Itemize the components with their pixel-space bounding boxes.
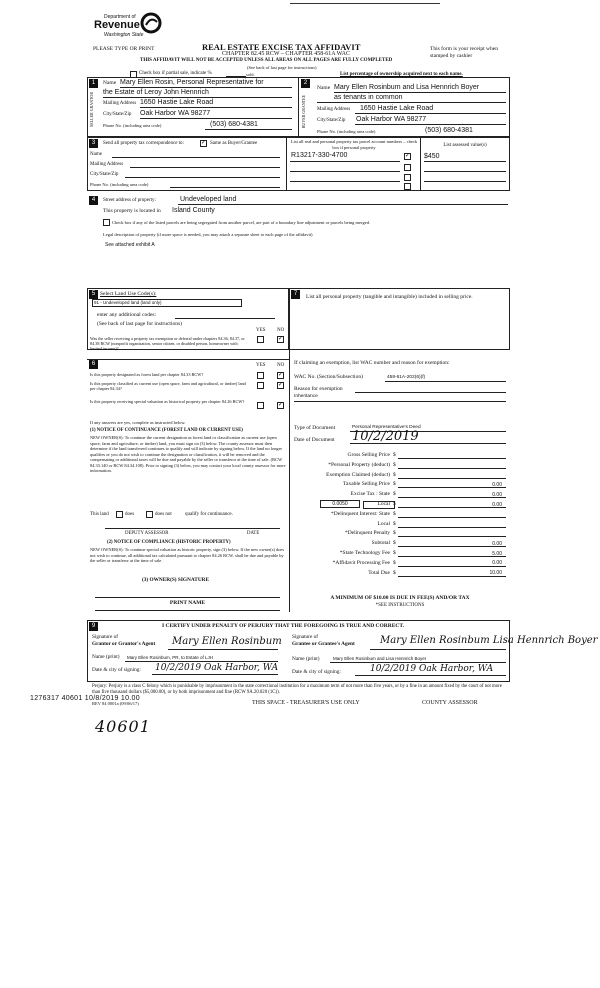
deputy-label: DEPUTY ASSESSOR: [125, 531, 169, 536]
fee-row-label: *State Technology Fee: [339, 550, 390, 556]
buyer-mailing-label: Mailing Address: [317, 107, 351, 112]
fee-row-label: Taxable Selling Price: [343, 481, 390, 488]
parcel-personal-checkbox-1[interactable]: ✓: [405, 153, 411, 159]
does-not-label: does not: [155, 512, 172, 517]
fee-row-rule: [398, 468, 506, 469]
see-instructions: *SEE INSTRUCTIONS: [375, 603, 425, 608]
grantee-date[interactable]: 10/2/2019 Oak Harbor, WA: [370, 664, 494, 674]
seller-name-rule1: [120, 87, 292, 88]
rev-number: REV 84 0001a (09/06/17): [92, 701, 139, 706]
fee-row-label: Excise Tax : State: [350, 491, 390, 498]
buyer-name-rule1: [334, 92, 506, 93]
fee-row-label: *Delinquent Penalty: [344, 530, 390, 537]
handwritten-number: 40601: [95, 717, 151, 736]
receipt-note: This form is your receipt when stamped by cashier: [430, 46, 498, 59]
fee-row-value[interactable]: 5.00: [492, 550, 502, 557]
reason-rule: [355, 392, 506, 393]
seller-phone[interactable]: (503) 680-4381: [210, 121, 258, 128]
buyer-name-rule2: [317, 102, 506, 103]
s3-name-rule[interactable]: [112, 157, 280, 158]
s6-q2-yes[interactable]: [257, 382, 264, 389]
s6-no: NO: [277, 363, 285, 368]
s6-q1-no[interactable]: ✓: [278, 372, 284, 378]
minimum-note: A MINIMUM OF $10.00 IS DUE IN FEE(S) AND/OR TAX: [330, 595, 470, 601]
s6-q1: Is this property designated as forest land per chapter 84.33 RCW?: [90, 372, 204, 377]
parcel-personal-checkbox-2[interactable]: [404, 164, 411, 171]
s6-q3: Is this property receiving special valuation as historical property per chapter 84.26 RCW?: [90, 399, 245, 404]
fee-row-label: *Affidavit Processing Fee: [332, 559, 390, 566]
seller-phone-rule: [205, 129, 292, 130]
form-warning: THIS AFFIDAVIT WILL NOT BE ACCEPTED UNLESS ALL AREAS ON ALL PAGES ARE FULLY COMPLETED: [140, 58, 393, 63]
buyer-name-label: Name: [317, 85, 331, 91]
seller-name-rule2: [103, 97, 292, 98]
fee-row-value[interactable]: 0.00: [492, 540, 502, 547]
fee-row-dollar: $: [393, 530, 396, 537]
s5-yes: YES: [256, 328, 266, 333]
section-3-badge: 3: [89, 139, 98, 148]
notice2-text: NEW OWNER(S): To continue special valuation as historic property, sign (3) below. If the new owner(s) does not wish to continue, all additional tax calculated pursuant to chapter 84.26 RCW, shall be due and payable by the seller or transferor at the time of sale.: [90, 547, 285, 563]
s6-q3-no[interactable]: ✓: [278, 402, 284, 408]
grantor-sig-rule: [168, 649, 278, 650]
s6-top-rule: [87, 359, 289, 360]
fee-row-dollar: $: [393, 452, 396, 458]
fee-row-dollar: $: [393, 520, 396, 527]
fee-row-label: Exemption Claimed (deduct): [326, 471, 390, 478]
grantor-date-label: Date & city of signing:: [92, 667, 141, 673]
grantor-date-rule: [152, 674, 278, 675]
s5-see-back: (See back of last page for instructions): [97, 321, 182, 327]
section-5-badge: 5: [89, 290, 98, 299]
seller-mailing-label: Mailing Address: [103, 101, 137, 106]
doc-type-label: Type of Document: [294, 425, 336, 431]
doc-date-value[interactable]: 10/2/2019: [352, 429, 419, 444]
parcel-rule-3: [290, 181, 400, 182]
fee-row-dollar: $: [393, 501, 396, 507]
fee-row-rule: [398, 517, 506, 518]
s3-city-label: City/State/Zip: [90, 172, 119, 177]
located-label: This property is located in: [103, 208, 161, 214]
fee-row-label: Subtotal: [371, 540, 390, 547]
grantor-date[interactable]: 10/2/2019 Oak Harbor, WA: [155, 663, 279, 673]
fee-row-rule: [398, 566, 506, 567]
exhibit-note: See attached exhibit A: [105, 242, 155, 248]
fee-row-value[interactable]: 0.00: [492, 491, 502, 498]
s6-q1-yes[interactable]: [257, 372, 264, 379]
s5-no: NO: [277, 328, 285, 333]
legal-label: Legal description of property (if more space is needed, you may attach a separate sheet to each page of the affidavit): [103, 232, 313, 237]
grantee-date-rule: [355, 675, 506, 676]
section-3-divider: [286, 137, 287, 191]
buyer-phone[interactable]: (503) 680-4381: [425, 127, 473, 134]
sold-label: sold.: [246, 72, 255, 77]
s6-if-yes: If any answers are yes, complete as instructed below.: [90, 420, 186, 425]
grantee-sig-rule: [370, 649, 506, 650]
fee-row-label: Gross Selling Price: [347, 452, 390, 458]
buyer-name-line1[interactable]: Mary Ellen Rosinbum and Lisa Hennrich Boyer: [334, 84, 480, 91]
seller-name-label: Name: [103, 80, 117, 86]
parties-divider: [298, 77, 299, 137]
reason-label: Reason for exemption: [294, 386, 343, 392]
wac-label: WAC No. (Section/Subsection): [294, 374, 363, 380]
see-back-note: (See back of last page for instructions): [247, 65, 317, 70]
grantee-sig-label1: Signature of: [292, 634, 319, 640]
fee-row-label: *Personal Property (deduct): [328, 461, 390, 468]
assessed-rule-2: [424, 171, 506, 172]
fee-row-dollar: $: [393, 461, 396, 468]
seller-name-line1[interactable]: Mary Ellen Rosin, Personal Representative for: [120, 79, 264, 86]
street-label: Street address of property:: [103, 198, 156, 203]
dor-logo-icon: [140, 12, 162, 34]
grantee-name-label: Name (print): [292, 656, 320, 662]
print-name-rule: [95, 610, 280, 611]
grantor-signature[interactable]: Mary Ellen Rosinbum: [172, 636, 282, 647]
reason-rule-2: [294, 401, 506, 402]
buyer-phone-label: Phone No. (including area code): [317, 129, 376, 134]
s7-text: List all personal property (tangible and intangible) included in selling price.: [306, 294, 473, 300]
s6-q3-yes[interactable]: [257, 402, 264, 409]
s6-yes: YES: [256, 363, 266, 368]
land-use-label: Select Land Use Code(s):: [100, 291, 157, 297]
fee-row-rule: [398, 556, 506, 557]
buyer-side-label: BUYER GRANTEE: [301, 95, 306, 129]
grantor-name-rule: [125, 661, 278, 662]
please-type: PLEASE TYPE OR PRINT: [93, 46, 155, 52]
grantee-name-rule: [330, 662, 506, 663]
buyer-city[interactable]: Oak Harbor WA 98277: [356, 116, 427, 123]
s3-mailing-label: Mailing Address: [90, 162, 124, 167]
fee-row-label: Local: [377, 501, 390, 507]
section-4-badge: 4: [89, 196, 98, 205]
parcel-personal-checkbox-4[interactable]: [404, 183, 411, 190]
grantee-signature[interactable]: Mary Ellen Rosinbum Lisa Hennrich Boyer: [380, 635, 598, 646]
doc-type-value[interactable]: Personal Representative's Deed: [352, 425, 421, 430]
grantor-sig-label1: Signature of: [92, 634, 119, 640]
seller-city-rule: [140, 118, 292, 119]
form-title: REAL ESTATE EXCISE TAX AFFIDAVIT: [202, 42, 361, 52]
s3-phone-label: Phone No. (including area code): [90, 182, 149, 187]
partial-sale-label: Check box if partial sale, indicate %: [139, 71, 212, 76]
form-chapter: CHAPTER 82.45 RCW – CHAPTER 458-61A WAC: [222, 51, 350, 57]
send-to-label: Send all property tax correspondence to:: [103, 141, 184, 146]
street-value[interactable]: Undeveloped land: [180, 196, 237, 203]
buyer-city-rule: [355, 124, 506, 125]
grantee-date-label: Date & city of signing:: [292, 669, 341, 675]
fee-row-value[interactable]: 0.00: [492, 481, 502, 488]
seller-mailing-rule: [140, 107, 292, 108]
section-3-divider2: [420, 137, 421, 191]
deputy-date-label: DATE: [247, 531, 260, 536]
fee-row-label: Local: [377, 520, 390, 527]
doc-date-rule: [350, 443, 506, 444]
s6-q2-no[interactable]: ✓: [278, 382, 284, 388]
fee-row-value[interactable]: 10.00: [489, 570, 502, 577]
fee-row-rule: [398, 458, 506, 459]
s5-no-checkbox[interactable]: ✓: [278, 336, 284, 342]
fee-row-dollar: $: [393, 481, 396, 488]
segregated-label: Check box if any of the listed parcels are being segregated from another parcel, are part of a boundary line adjustment or parcels being merged.: [112, 220, 371, 225]
fee-row-label: Total Due: [368, 569, 390, 576]
wac-value[interactable]: 458-61A-202(6)(f): [387, 375, 426, 380]
fee-row-rule: [398, 507, 506, 508]
rate-state-box[interactable]: [363, 501, 395, 509]
fee-row-rule: [398, 576, 506, 577]
buyer-mailing-rule: [355, 113, 506, 114]
parcel-personal-checkbox-3[interactable]: [404, 174, 411, 181]
assessed-value[interactable]: $450: [424, 153, 440, 160]
street-rule: [178, 204, 508, 205]
grantor-sig-label2: Grantor or Grantor's Agent: [92, 641, 156, 647]
seller-mailing[interactable]: 1650 Hastie Lake Road: [140, 99, 214, 106]
scan-edge-rule: [290, 3, 440, 4]
dept-small: Department of: [104, 14, 136, 20]
additional-codes-rule[interactable]: [175, 318, 275, 319]
s3-phone-rule[interactable]: [170, 187, 280, 188]
perjury-text: Perjury: Perjury is a class C felony which is punishable by imprisonment in the state correctional institution for a maximum term of not more than five years, or by a fine in an amount fixed by the court of not more than five thousand dollars ($5,000.00), or by both imprisonment and fine (RCW 9A.20.020 (1C)).: [92, 684, 502, 695]
grantor-name[interactable]: Mary Ellen Rosinbum, PR, to Estate of LJH: [127, 655, 214, 660]
doc-date-label: Date of Document: [294, 437, 335, 443]
fee-row-dollar: $: [393, 491, 396, 498]
wac-rule: [385, 381, 506, 382]
assessor-label: COUNTY ASSESSOR: [422, 700, 478, 706]
s6-q2: Is this property classified as current use (open space, farm and agricultural, or timber) land per chapter 84.34?: [90, 381, 246, 391]
section-7-badge: 7: [291, 290, 300, 299]
parcel-rule-1: [290, 161, 400, 162]
fee-row-value[interactable]: 0.00: [492, 560, 502, 567]
this-land-label: This land: [90, 512, 109, 517]
treasurer-label: THIS SPACE - TREASURER'S USE ONLY: [252, 700, 360, 706]
fee-row-dollar: $: [393, 559, 396, 566]
seller-name-line2[interactable]: the Estate of Leroy John Hennrich: [103, 89, 209, 96]
fee-row-value[interactable]: 0.00: [492, 501, 502, 508]
seller-city-label: City/State/Zip: [103, 112, 132, 117]
parcel-number[interactable]: R13217-330-4700: [291, 152, 348, 159]
seller-phone-label: Phone No. (including area code): [103, 123, 162, 128]
dept-state: Washington State: [104, 32, 144, 38]
fee-row-dollar: $: [393, 510, 396, 517]
parcel-rule-2: [290, 171, 400, 172]
fee-row-rule: [398, 497, 506, 498]
parcel-header: List all real and personal property tax parcel account numbers – check box if personal property: [290, 139, 418, 150]
fee-row-dollar: $: [393, 569, 396, 576]
deputy-sig-rule[interactable]: [105, 528, 280, 529]
fee-row-dollar: $: [393, 550, 396, 556]
qualify-label: qualify for continuance.: [185, 512, 233, 517]
assessed-rule-1: [424, 161, 506, 162]
fee-row-rule: [398, 546, 506, 547]
fee-row-rule: [398, 478, 506, 479]
grantee-sig-label2: Grantee or Grantee's Agent: [292, 641, 355, 647]
seller-side-label: SELLER GRANTOR: [89, 92, 94, 127]
dept-name: Revenue: [94, 19, 140, 31]
section-9-badge: 9: [89, 622, 98, 631]
s3-city-rule[interactable]: [125, 177, 280, 178]
list-pct-note: List percentage of ownership acquired next to each name.: [340, 72, 463, 77]
same-as-buyer-label: Same as Buyer/Grantee: [210, 141, 258, 146]
seller-city[interactable]: Oak Harbor WA 98277: [140, 110, 211, 117]
assessed-rule-3: [424, 181, 506, 182]
assessed-header: List assessed value(s): [443, 143, 487, 148]
additional-codes-label: enter any additional codes:: [97, 312, 157, 318]
fee-row-label: *Delinquent Interest: State: [331, 510, 390, 517]
notice1-text: NEW OWNER(S): To continue the current designation as forest land or classification as current use (open space, farm and agriculture, or timber) land, you must sign on (3) below. The county assessor must then determine if the land transferred continues to qualify and will indicate by signing below. If the land no longer qualifies or you do not wish to continue the designation or classification, it will be removed and the compensating or additional taxes will be due and payable by the seller or transferor at the time of sale. (RCW 84.33.140 or RCW 84.34.108). Prior to signing (3) below, you may contact your local county assessor for more information.: [90, 435, 286, 473]
fee-row-dollar: $: [393, 471, 396, 478]
s3-mailing-rule[interactable]: [130, 167, 280, 168]
grantee-name[interactable]: Mary Ellen Rosinbum and Lisa Hennrich Boyer: [333, 656, 427, 661]
s3-name-label: Name: [90, 152, 102, 157]
buyer-city-label: City/State/Zip: [317, 118, 346, 123]
reason-value[interactable]: Inheritance: [294, 394, 318, 399]
buyer-name-line2[interactable]: as tenants in common: [334, 94, 403, 101]
fee-row-rule: [398, 536, 506, 537]
s5-exemption-question: Was the seller receiving a property tax exemption or deferral under chapters 84.36, 84.37, or 84.38 RCW (nonprofit organization, senior citizen, or disabled person, homeowner with limited income)?: [90, 336, 245, 351]
segregated-checkbox[interactable]: [103, 219, 110, 226]
fee-row-rule: [398, 527, 506, 528]
does-checkbox[interactable]: [116, 511, 123, 518]
does-label: does: [125, 512, 135, 517]
owner-sig-label: (3) OWNER(S) SIGNATURE: [142, 577, 209, 583]
s5-yes-checkbox[interactable]: [257, 336, 264, 343]
notice1-title: (1) NOTICE OF CONTINUANCE (FOREST LAND OR CURRENT USE): [90, 428, 243, 433]
recording-stamp: 1276317 40601 10/8/2019 10.00: [30, 695, 140, 702]
certify-text: I CERTIFY UNDER PENALTY OF PERJURY THAT THE FOREGOING IS TRUE AND CORRECT.: [162, 623, 405, 629]
section-6-badge: 6: [89, 360, 98, 369]
notice2-title: (2) NOTICE OF COMPLIANCE (HISTORIC PROPERTY): [107, 540, 231, 545]
owner-sig-rule[interactable]: [95, 597, 280, 598]
section-1-badge: 1: [89, 79, 98, 88]
section-2-badge: 2: [301, 79, 310, 88]
land-use-value: 91 - Undeveloped land (land only): [94, 300, 162, 305]
grantor-name-label: Name (print): [92, 654, 120, 660]
rate-local-value: 0.0050: [332, 501, 348, 507]
fee-row-dollar: $: [393, 540, 396, 547]
fee-row-rule: [398, 487, 506, 488]
exemption-intro: If claiming an exemption, list WAC number and reason for exemption:: [294, 360, 450, 366]
county-value[interactable]: Island County: [172, 207, 215, 214]
does-not-checkbox[interactable]: [146, 511, 153, 518]
buyer-mailing[interactable]: 1650 Hastie Lake Road: [360, 105, 434, 112]
same-as-buyer-checkbox[interactable]: ✓: [201, 140, 207, 146]
print-name-label: PRINT NAME: [169, 600, 206, 606]
